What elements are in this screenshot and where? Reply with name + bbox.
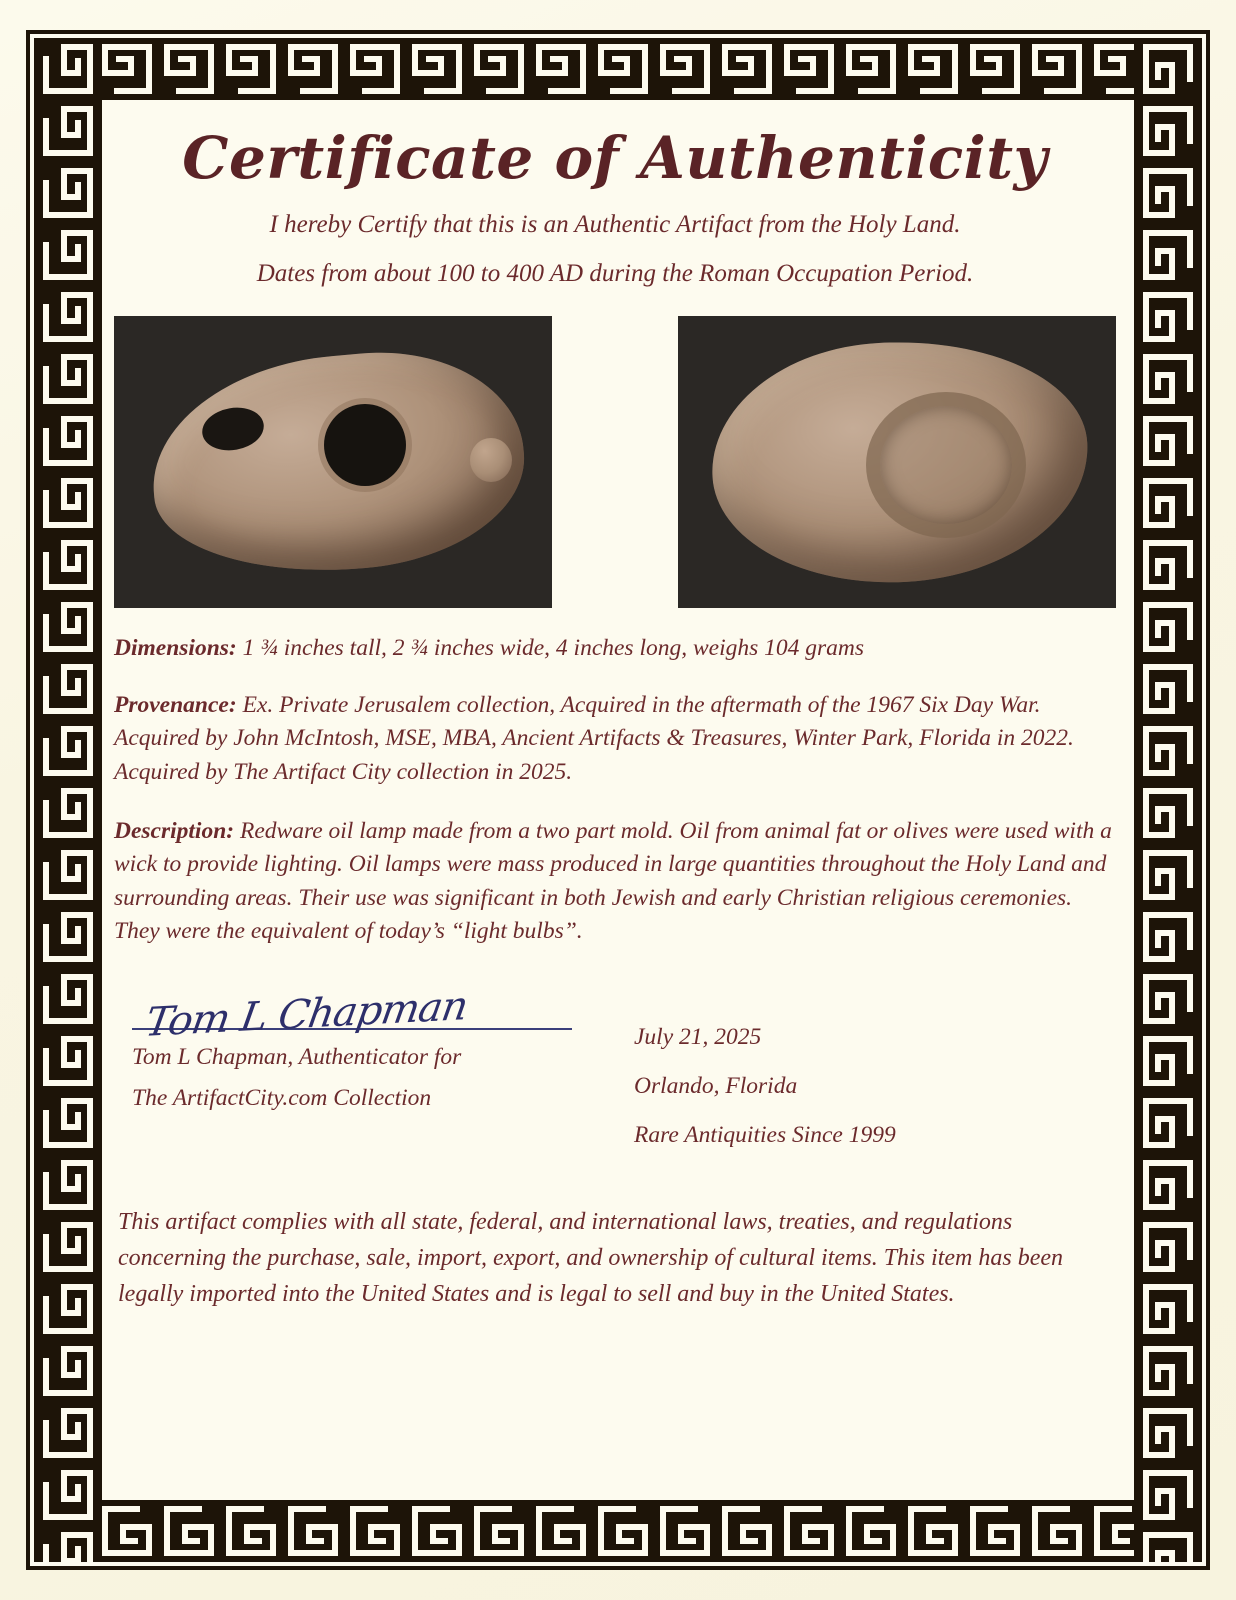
description-field — [114, 815, 1116, 948]
greek-key-motif — [37, 38, 99, 100]
certification-statement — [110, 206, 1120, 294]
greek-key-motif — [716, 1500, 778, 1562]
dimensions-field — [114, 632, 1116, 665]
greek-key-motif — [37, 100, 99, 162]
provenance-field — [114, 689, 1116, 789]
greek-key-motif — [344, 38, 406, 100]
greek-key-motif — [37, 782, 99, 844]
greek-key-motif — [37, 1030, 99, 1092]
greek-key-motif — [1026, 1500, 1088, 1562]
greek-key-motif — [37, 658, 99, 720]
greek-key-motif — [1137, 1464, 1199, 1526]
greek-key-motif — [37, 1340, 99, 1402]
artifact-photo-top — [678, 316, 1116, 608]
greek-key-motif — [1137, 1340, 1199, 1402]
greek-key-motif — [158, 1500, 220, 1562]
greek-key-motif — [1137, 410, 1199, 472]
lamp-top-ring — [866, 392, 1026, 538]
greek-key-motif — [530, 1500, 592, 1562]
greek-key-motif — [1137, 1216, 1199, 1278]
greek-key-motif — [37, 1278, 99, 1340]
greek-key-motif — [220, 38, 282, 100]
greek-key-motif — [37, 1526, 99, 1562]
provenance-label: Provenance: — [114, 691, 237, 718]
greek-key-motif — [592, 1500, 654, 1562]
certify-line-2: Dates from about 100 to 400 AD during the Roman Occupation Period. — [256, 259, 974, 287]
greek-key-motif — [530, 38, 592, 100]
greek-key-motif — [37, 472, 99, 534]
greek-key-motif — [716, 38, 778, 100]
frame-border-right — [1134, 38, 1202, 1562]
greek-key-motif — [1137, 100, 1199, 162]
greek-key-motif — [37, 844, 99, 906]
description-value: Redware oil lamp made from a two part mold. Oil from animal fat or olives were used with a wick to provide lighting. Oil lamps were mass produced in large quantities throughout the Holy Land and surrounding areas. Their use was significant in both Jewish and early Christian religious ceremonies. They were the equivalent of today’s “light bulbs”. — [114, 817, 1112, 945]
greek-key-motif — [1137, 1526, 1199, 1562]
greek-key-motif — [344, 1500, 406, 1562]
lamp-handle-knob — [470, 438, 512, 482]
greek-key-motif — [1137, 1402, 1199, 1464]
greek-key-motif — [1137, 844, 1199, 906]
description-label: Description: — [114, 817, 235, 844]
greek-key-motif — [592, 38, 654, 100]
greek-key-motif — [902, 1500, 964, 1562]
greek-key-motif — [1137, 286, 1199, 348]
signature-column — [132, 983, 602, 1112]
page-title: Certificate of Authenticity — [182, 124, 1048, 192]
greek-key-motif — [37, 348, 99, 410]
greek-key-motif — [96, 1500, 158, 1562]
signature-block — [114, 983, 1116, 1158]
greek-key-motif — [1137, 1278, 1199, 1340]
greek-key-motif — [902, 38, 964, 100]
greek-key-motif — [1137, 968, 1199, 1030]
issued-column — [634, 1024, 1064, 1171]
certificate-content — [110, 96, 1120, 1496]
greek-key-motif — [1137, 162, 1199, 224]
frame-border-top — [34, 38, 1202, 100]
greek-key-motif — [282, 1500, 344, 1562]
greek-key-motif — [37, 224, 99, 286]
greek-key-motif — [37, 1402, 99, 1464]
greek-key-motif — [37, 534, 99, 596]
greek-key-motif — [1137, 782, 1199, 844]
handwritten-signature: Tom L Chapman — [142, 983, 471, 1047]
greek-key-motif — [282, 38, 344, 100]
issued-location: Orlando, Florida — [634, 1073, 798, 1100]
greek-key-motif — [1137, 472, 1199, 534]
greek-key-motif — [1137, 596, 1199, 658]
greek-key-motif — [778, 1500, 840, 1562]
greek-key-motif — [1137, 1154, 1199, 1216]
greek-key-motif — [468, 1500, 530, 1562]
artifact-photos — [114, 316, 1116, 608]
issued-tagline: Rare Antiquities Since 1999 — [634, 1122, 896, 1149]
greek-key-motif — [37, 410, 99, 472]
greek-key-motif — [964, 38, 1026, 100]
greek-key-motif — [778, 38, 840, 100]
greek-key-motif — [1137, 658, 1199, 720]
greek-key-motif — [406, 1500, 468, 1562]
greek-key-motif — [654, 38, 716, 100]
greek-key-motif — [1137, 906, 1199, 968]
greek-key-motif — [840, 38, 902, 100]
lamp-fill-hole — [324, 404, 406, 486]
greek-key-motif — [37, 906, 99, 968]
dimensions-value: 1 ¾ inches tall, 2 ¾ inches wide, 4 inches long, weighs 104 grams — [236, 634, 865, 661]
greek-key-motif — [654, 1500, 716, 1562]
dimensions-label: Dimensions: — [114, 634, 237, 661]
greek-key-motif — [1137, 224, 1199, 286]
greek-key-motif — [1026, 38, 1088, 100]
provenance-value: Ex. Private Jerusalem collection, Acquired in the aftermath of the 1967 Six Day War. Acquired by John McIntosh, MSE, MBA, Ancient Artifacts & Treasures, Winter Park, Florida in 2022. Acquired by The Artifact City collection in 2025. — [114, 691, 1074, 785]
greek-key-motif — [1137, 1092, 1199, 1154]
artifact-photo-side — [114, 316, 552, 608]
greek-key-motif — [1137, 1030, 1199, 1092]
legal-notice: This artifact complies with all state, federal, and international laws, treaties, and regulations concerning the purchase, sale, import, export, and ownership of cultural items. This item has been legally imported into the United States and is legal to sell and buy in the United States. — [118, 1209, 1064, 1308]
greek-key-motif — [37, 720, 99, 782]
certify-line-1: I hereby Certify that this is an Authentic Artifact from the Holy Land. — [269, 211, 961, 238]
greek-key-motif — [1137, 348, 1199, 410]
greek-key-motif — [406, 38, 468, 100]
greek-key-motif — [37, 1092, 99, 1154]
frame-border-bottom — [34, 1500, 1202, 1562]
greek-key-motif — [37, 596, 99, 658]
frame-border-left — [34, 38, 102, 1562]
greek-key-motif — [1137, 38, 1199, 100]
greek-key-motif — [37, 1216, 99, 1278]
greek-key-motif — [840, 1500, 902, 1562]
greek-key-motif — [37, 968, 99, 1030]
greek-key-motif — [37, 1464, 99, 1526]
issued-date: July 21, 2025 — [634, 1024, 762, 1051]
greek-key-motif — [964, 1500, 1026, 1562]
signature-organization: The ArtifactCity.com Collection — [132, 1085, 432, 1112]
signature-name: Tom L Chapman, Authenticator for — [132, 1044, 462, 1071]
greek-key-motif — [37, 286, 99, 348]
greek-key-motif — [96, 38, 158, 100]
greek-key-motif — [1137, 534, 1199, 596]
greek-key-motif — [37, 162, 99, 224]
greek-key-motif — [220, 1500, 282, 1562]
greek-key-motif — [1137, 720, 1199, 782]
greek-key-motif — [37, 1154, 99, 1216]
greek-key-motif — [468, 38, 530, 100]
greek-key-motif — [158, 38, 220, 100]
